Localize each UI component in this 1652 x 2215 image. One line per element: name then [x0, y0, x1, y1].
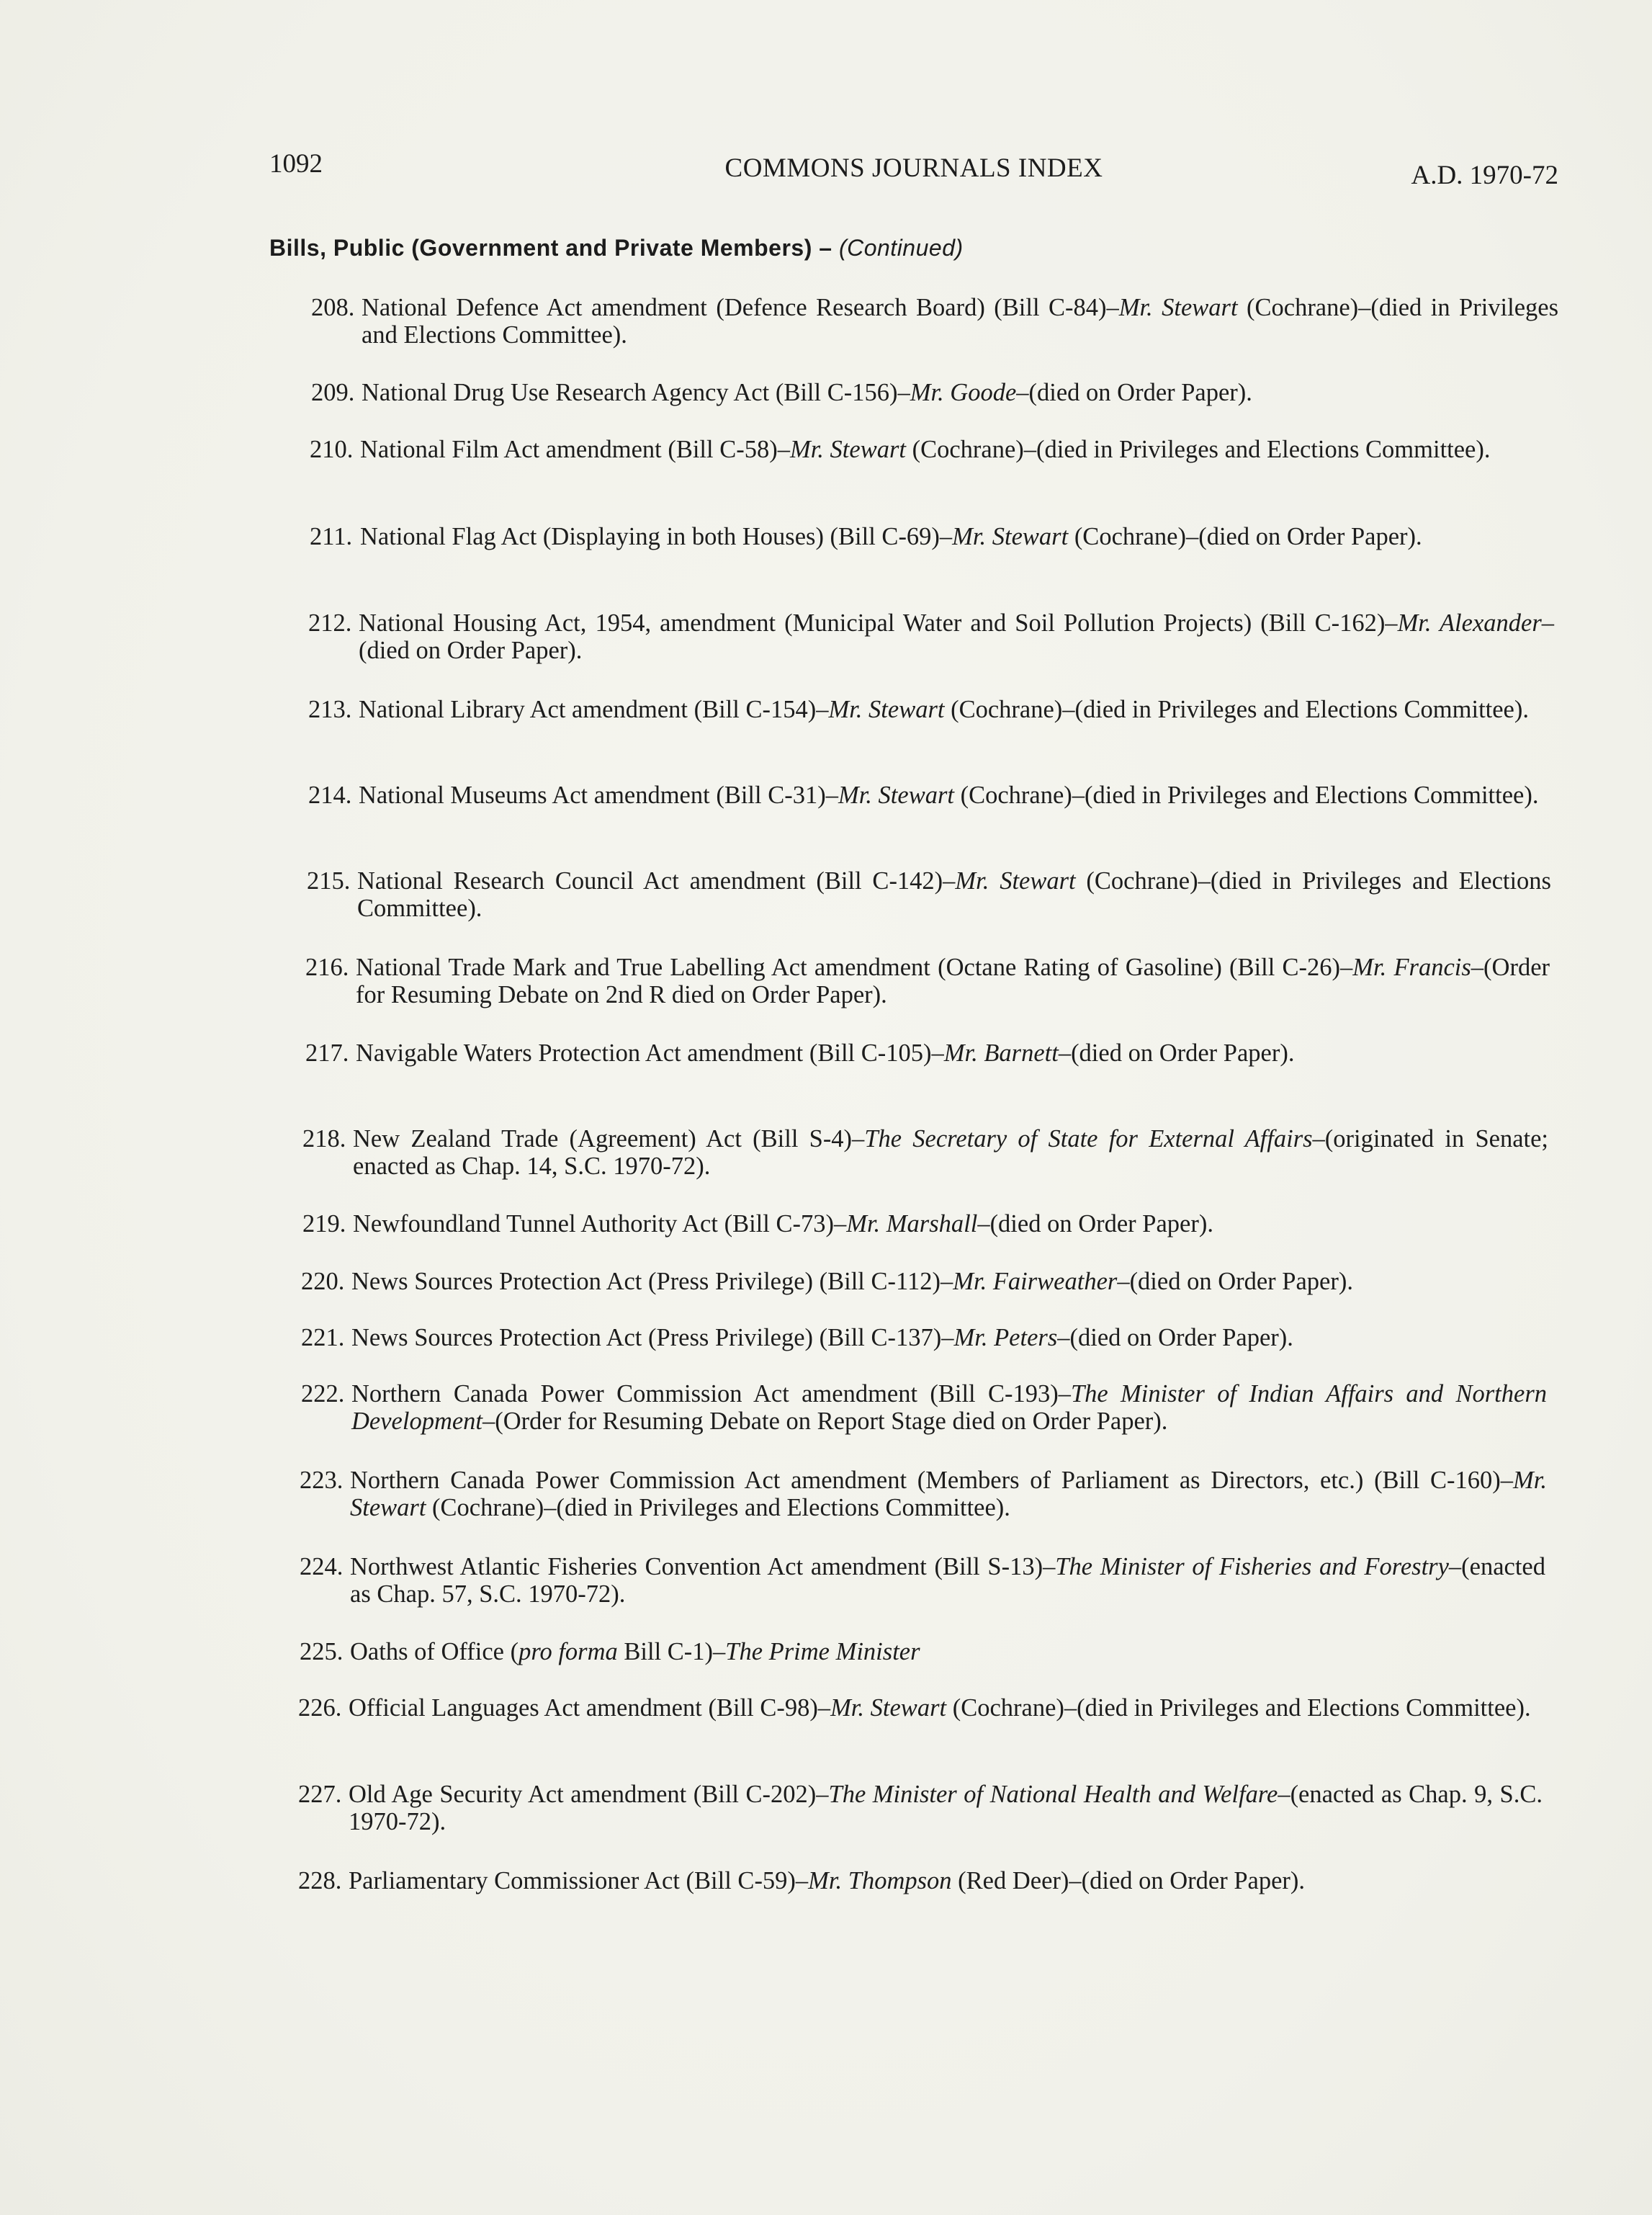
- entry-status: –(Order for Resuming Debate on 2nd R died on Order Paper).: [356, 954, 1550, 1008]
- entry-sponsor: Mr. Stewart: [830, 1694, 947, 1722]
- entry-sponsor: Mr. Stewart: [838, 782, 954, 809]
- entry-text: [362, 294, 1558, 349]
- entry-title: National Film Act amendment (Bill C-58)–: [360, 436, 790, 463]
- entry-sponsor: Mr. Stewart: [350, 1467, 1547, 1521]
- entry-title: News Sources Protection Act (Press Privilege) (Bill C-112)–: [351, 1268, 953, 1295]
- entry-sponsor: Mr. Barnett: [943, 1039, 1059, 1067]
- entry-title: Northern Canada Power Commission Act amendment (Members of Parliament as Directors, etc.) (Bill C-160)–: [350, 1467, 1514, 1494]
- entry-sponsor: The Minister of Indian Affairs and Northern Development: [351, 1380, 1547, 1435]
- entry-number: 218.: [302, 1125, 346, 1153]
- entry-sponsor: Mr. Stewart: [955, 867, 1076, 895]
- entry-status: –(died on Order Paper).: [359, 609, 1554, 664]
- entry-sponsor: Mr. Marshall: [846, 1210, 978, 1238]
- entry-text: [350, 1638, 1545, 1665]
- entry-sponsor: Mr. Stewart: [952, 523, 1069, 550]
- entry-status: –(originated in Senate; enacted as Chap. 14, S.C. 1970-72).: [353, 1125, 1548, 1180]
- entry-title: Newfoundland Tunnel Authority Act (Bill C-73)–: [353, 1210, 847, 1238]
- entry-number: 211.: [310, 523, 353, 550]
- entry-text: [356, 954, 1550, 1008]
- entry-status: –(died on Order Paper).: [1016, 379, 1252, 406]
- entry-qualifier: pro forma: [519, 1638, 618, 1665]
- entry-title: National Housing Act, 1954, amendment (Municipal Water and Soil Pollution Projects) (Bill C-162)–: [359, 609, 1398, 637]
- entry-title: Northern Canada Power Commission Act amendment (Bill C-193)–: [351, 1380, 1071, 1408]
- journal-period: A.D. 1970-72: [1411, 161, 1558, 190]
- entry-title: National Research Council Act amendment (Bill C-142)–: [357, 867, 956, 895]
- entry-status: –(died on Order Paper).: [1057, 1324, 1293, 1351]
- entry-number: 210.: [310, 436, 354, 463]
- section-heading-text: Bills, Public (Government and Private Members) –: [269, 235, 839, 261]
- entry-text: [349, 1867, 1543, 1894]
- entry-sponsor: Mr. Stewart: [789, 436, 906, 463]
- entry-number: 226.: [298, 1694, 342, 1722]
- entry-sponsor: Mr. Thompson: [808, 1867, 952, 1894]
- entry-text: [353, 1210, 1548, 1238]
- entry-title: Official Languages Act amendment (Bill C-98)–: [349, 1694, 831, 1722]
- entry-status: (Cochrane)–(died in Privileges and Elections Committee).: [426, 1494, 1010, 1521]
- entry-status: (Cochrane)–(died in Privileges and Elections Committee).: [953, 782, 1539, 809]
- entry-title: Parliamentary Commissioner Act (Bill C-59)–: [349, 1867, 809, 1894]
- entry-status: (Cochrane)–(died in Privileges and Elections Committee).: [944, 696, 1529, 723]
- entry-text: [350, 1553, 1545, 1608]
- entry-number: 214.: [308, 782, 352, 809]
- entry-status: –(enacted as Chap. 9, S.C. 1970-72).: [349, 1781, 1543, 1835]
- entry-status: (Cochrane)–(died in Privileges and Elections Committee).: [357, 867, 1551, 922]
- entry-text: [359, 609, 1554, 664]
- entry-number: 209.: [311, 379, 355, 406]
- entry-number: 220.: [301, 1268, 345, 1295]
- entry-number: 213.: [308, 696, 352, 723]
- entry-number: 223.: [300, 1467, 344, 1494]
- entry-number: 227.: [298, 1781, 342, 1808]
- entry-text: [360, 523, 1556, 550]
- entry-status: –(Order for Resuming Debate on Report Stage died on Order Paper).: [482, 1408, 1168, 1435]
- entry-status: (Cochrane)–(died in Privileges and Elections Committee).: [362, 294, 1559, 349]
- entry-number: 208.: [311, 294, 355, 321]
- entry-status: –(died on Order Paper).: [977, 1210, 1213, 1238]
- entry-status: –(enacted as Chap. 57, S.C. 1970-72).: [350, 1553, 1545, 1608]
- entry-text: [351, 1380, 1547, 1435]
- entry-sponsor: The Secretary of State for External Affairs: [864, 1125, 1313, 1153]
- entry-title: Oaths of Office (: [350, 1638, 519, 1665]
- entry-text: [362, 379, 1558, 406]
- entry-sponsor: Mr. Fairweather: [953, 1268, 1118, 1295]
- entry-sponsor: The Minister of National Health and Welfare: [828, 1781, 1278, 1808]
- entry-title: National Library Act amendment (Bill C-154)–: [359, 696, 829, 723]
- entry-sponsor: Mr. Stewart: [828, 696, 945, 723]
- entry-text: [349, 1781, 1543, 1835]
- entry-text: [353, 1125, 1548, 1180]
- entry-title: Navigable Waters Protection Act amendment (Bill C-105)–: [356, 1039, 944, 1067]
- entry-title: National Museums Act amendment (Bill C-31)–: [359, 782, 838, 809]
- entry-number: 216.: [305, 954, 349, 981]
- entry-text: [350, 1467, 1547, 1521]
- entry-status: (Cochrane)–(died on Order Paper).: [1068, 523, 1422, 550]
- journal-title: COMMONS JOURNALS INDEX: [724, 153, 1103, 183]
- entry-bill-number: Bill C-1)–: [617, 1638, 726, 1665]
- entry-title: National Drug Use Research Agency Act (Bill C-156)–: [362, 379, 910, 406]
- entry-sponsor: Mr. Goode: [910, 379, 1017, 406]
- entry-number: 222.: [301, 1380, 345, 1408]
- entry-sponsor: Mr. Stewart: [1118, 294, 1238, 321]
- entry-number: 221.: [301, 1324, 345, 1351]
- entry-status: (Cochrane)–(died in Privileges and Elections Committee).: [905, 436, 1491, 463]
- entry-title: National Defence Act amendment (Defence Research Board) (Bill C-84)–: [362, 294, 1119, 321]
- entry-status: (Red Deer)–(died on Order Paper).: [951, 1867, 1306, 1894]
- entry-sponsor: The Minister of Fisheries and Forestry: [1055, 1553, 1449, 1580]
- page-number: 1092: [269, 149, 323, 179]
- entry-text: [351, 1268, 1547, 1295]
- entry-status: –(died on Order Paper).: [1058, 1039, 1295, 1067]
- entry-text: [359, 782, 1553, 809]
- entry-title: New Zealand Trade (Agreement) Act (Bill S-4)–: [353, 1125, 865, 1153]
- entry-number: 219.: [302, 1210, 346, 1238]
- entry-text: [360, 436, 1556, 463]
- entry-status: (Cochrane)–(died in Privileges and Elections Committee).: [946, 1694, 1531, 1722]
- entry-text: [359, 696, 1553, 723]
- entry-text: [357, 867, 1551, 922]
- entry-title: Northwest Atlantic Fisheries Convention Act amendment (Bill S-13)–: [350, 1553, 1056, 1580]
- entry-text: [356, 1039, 1550, 1067]
- entry-title: National Flag Act (Displaying in both Houses) (Bill C-69)–: [360, 523, 953, 550]
- entry-sponsor: Mr. Francis: [1352, 954, 1471, 981]
- entry-number: 224.: [300, 1553, 344, 1580]
- entry-number: 217.: [305, 1039, 349, 1067]
- entry-status: –(died on Order Paper).: [1117, 1268, 1353, 1295]
- entry-title: News Sources Protection Act (Press Privilege) (Bill C-137)–: [351, 1324, 954, 1351]
- entry-number: 215.: [307, 867, 351, 895]
- entry-sponsor: The Prime Minister: [725, 1638, 920, 1665]
- entry-number: 228.: [298, 1867, 342, 1894]
- entry-number: 225.: [300, 1638, 344, 1665]
- entry-title: National Trade Mark and True Labelling Act amendment (Octane Rating of Gasoline) (Bill C-26)–: [356, 954, 1353, 981]
- entry-number: 212.: [308, 609, 352, 637]
- entry-sponsor: Mr. Peters: [953, 1324, 1058, 1351]
- entry-sponsor: Mr. Alexander: [1397, 609, 1542, 637]
- entry-text: [351, 1324, 1547, 1351]
- entry-title: Old Age Security Act amendment (Bill C-202)–: [349, 1781, 829, 1808]
- section-continued-label: (Continued): [838, 235, 964, 261]
- entry-text: [349, 1694, 1544, 1722]
